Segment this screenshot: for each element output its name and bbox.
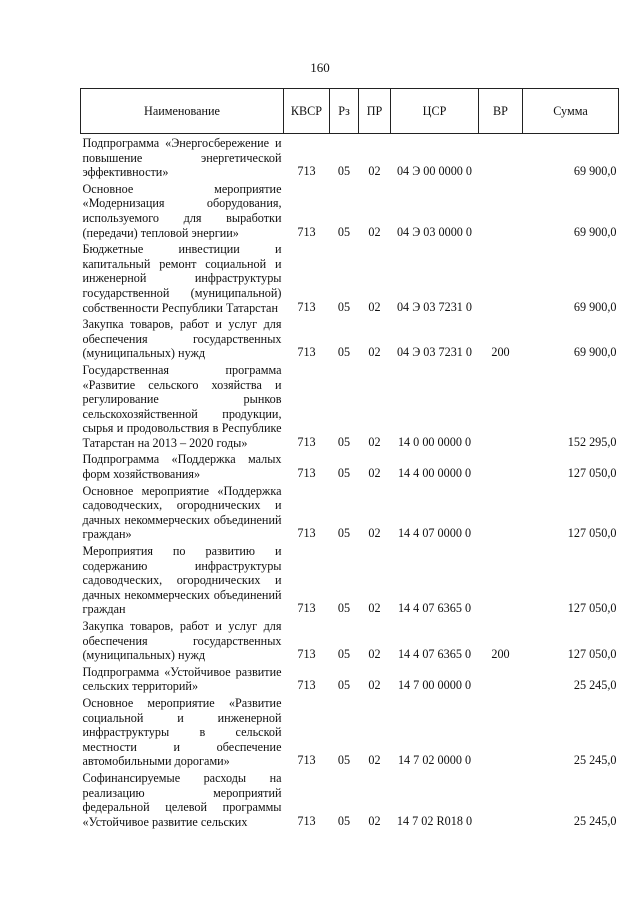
row-csr: 14 7 02 R018 0 bbox=[396, 813, 473, 828]
row-kvsr: 713 bbox=[297, 601, 316, 616]
row-vr bbox=[479, 769, 523, 829]
row-rz: 05 bbox=[337, 224, 351, 239]
header-rz: Рз bbox=[330, 89, 359, 134]
row-sum: 127 050,0 bbox=[567, 647, 617, 662]
row-sum: 25 245,0 bbox=[573, 813, 617, 828]
table-row bbox=[81, 361, 619, 451]
row-sum: 69 900,0 bbox=[573, 164, 617, 179]
table-row bbox=[81, 663, 619, 694]
row-pr: 02 bbox=[368, 299, 381, 314]
table-row bbox=[81, 240, 619, 315]
row-vr bbox=[479, 663, 523, 694]
row-pr: 02 bbox=[368, 753, 381, 768]
row-rz: 05 bbox=[337, 678, 351, 693]
row-kvsr: 713 bbox=[297, 164, 316, 179]
row-rz: 05 bbox=[337, 647, 351, 662]
row-kvsr: 713 bbox=[297, 678, 316, 693]
row-kvsr: 713 bbox=[297, 466, 316, 481]
row-vr bbox=[479, 482, 523, 542]
row-name: Софинансируемые расходы на реализацию мероприятий федеральной целевой программы «Устойчивое развитие сельских bbox=[82, 770, 282, 829]
row-kvsr: 713 bbox=[297, 753, 316, 768]
row-sum: 69 900,0 bbox=[573, 299, 617, 314]
row-name: Государственная программа «Развитие сельского хозяйства и регулирование рынков сельскохозяйственной продукции, сырья и продовольствия в Республике Татарстан на 2013 – 2020 годы» bbox=[82, 362, 282, 450]
table-row bbox=[81, 315, 619, 361]
row-csr: 14 4 07 6365 0 bbox=[397, 601, 472, 616]
row-pr: 02 bbox=[368, 224, 381, 239]
row-csr: 14 7 00 0000 0 bbox=[397, 678, 472, 693]
row-csr: 14 0 00 0000 0 bbox=[397, 434, 472, 449]
row-name: Подпрограмма «Энергосбережение и повышение энергетической эффективности» bbox=[82, 136, 282, 180]
row-rz: 05 bbox=[337, 434, 351, 449]
row-pr: 02 bbox=[368, 647, 381, 662]
row-kvsr: 713 bbox=[297, 345, 316, 360]
row-kvsr: 713 bbox=[297, 434, 316, 449]
header-sum: Сумма bbox=[523, 89, 619, 134]
row-name: Мероприятия по развитию и содержанию инфраструктуры садоводческих, огороднических и дачных некоммерческих объединений граждан bbox=[82, 544, 282, 617]
row-rz: 05 bbox=[337, 164, 351, 179]
header-pr: ПР bbox=[359, 89, 391, 134]
row-rz: 05 bbox=[337, 466, 351, 481]
row-sum: 127 050,0 bbox=[567, 466, 617, 481]
row-name: Основное мероприятие «Поддержка садоводческих, огороднических и дачных некоммерческих объединений граждан» bbox=[82, 483, 282, 542]
row-rz: 05 bbox=[337, 345, 351, 360]
row-pr: 02 bbox=[368, 434, 381, 449]
row-pr: 02 bbox=[368, 526, 381, 541]
row-sum: 152 295,0 bbox=[567, 434, 617, 449]
row-pr: 02 bbox=[368, 164, 381, 179]
table-row bbox=[81, 134, 619, 180]
row-csr: 14 4 07 6365 0 bbox=[397, 647, 472, 662]
row-csr: 14 7 02 0000 0 bbox=[397, 753, 472, 768]
row-sum: 127 050,0 bbox=[567, 526, 617, 541]
row-name: Закупка товаров, работ и услуг для обеспечения государственных (муниципальных) нужд bbox=[82, 317, 282, 361]
row-kvsr: 713 bbox=[297, 647, 316, 662]
row-name: Бюджетные инвестиции и капитальный ремонт социальной и инженерной инфраструктуры государственной (муниципальной) собственности Республики Татарстан bbox=[82, 242, 282, 315]
row-rz: 05 bbox=[337, 299, 351, 314]
row-name: Подпрограмма «Поддержка малых форм хозяйствования» bbox=[82, 452, 282, 482]
table-row bbox=[81, 542, 619, 617]
row-rz: 05 bbox=[337, 753, 351, 768]
row-csr: 04 Э 03 7231 0 bbox=[396, 299, 473, 314]
row-vr bbox=[479, 450, 523, 481]
header-kvsr: КВСР bbox=[284, 89, 330, 134]
row-pr: 02 bbox=[368, 345, 381, 360]
row-sum: 127 050,0 bbox=[567, 601, 617, 616]
row-vr bbox=[479, 694, 523, 769]
table-row bbox=[81, 482, 619, 542]
table-row bbox=[81, 450, 619, 481]
row-kvsr: 713 bbox=[297, 299, 316, 314]
header-name: Наименование bbox=[81, 89, 284, 134]
table-row bbox=[81, 617, 619, 663]
row-csr: 14 4 00 0000 0 bbox=[397, 466, 472, 481]
row-name: Подпрограмма «Устойчивое развитие сельских территорий» bbox=[82, 664, 282, 694]
row-pr: 02 bbox=[368, 678, 381, 693]
row-vr bbox=[479, 180, 523, 240]
budget-table bbox=[80, 88, 619, 829]
table-row bbox=[81, 694, 619, 769]
row-rz: 05 bbox=[337, 526, 351, 541]
row-csr: 04 Э 03 7231 0 bbox=[396, 345, 473, 360]
table-row bbox=[81, 769, 619, 829]
row-vr bbox=[479, 542, 523, 617]
row-rz: 05 bbox=[337, 601, 351, 616]
row-pr: 02 bbox=[368, 466, 381, 481]
row-kvsr: 713 bbox=[297, 224, 316, 239]
row-vr bbox=[479, 240, 523, 315]
row-csr: 04 Э 00 0000 0 bbox=[396, 164, 473, 179]
row-kvsr: 713 bbox=[297, 526, 316, 541]
row-name: Закупка товаров, работ и услуг для обеспечения государственных (муниципальных) нужд bbox=[82, 619, 282, 663]
row-csr: 04 Э 03 0000 0 bbox=[396, 224, 473, 239]
row-rz: 05 bbox=[337, 813, 351, 828]
header-vr: ВР bbox=[479, 89, 523, 134]
row-pr: 02 bbox=[368, 813, 381, 828]
header-csr: ЦСР bbox=[391, 89, 479, 134]
row-vr bbox=[479, 361, 523, 451]
row-name: Основное мероприятие «Развитие социальной и инженерной инфраструктуры в сельской местности и обеспечение автомобильными дорогами» bbox=[82, 695, 282, 769]
row-sum: 25 245,0 bbox=[573, 678, 617, 693]
row-csr: 14 4 07 0000 0 bbox=[397, 526, 472, 541]
table-header-row bbox=[81, 89, 619, 134]
row-sum: 25 245,0 bbox=[573, 753, 617, 768]
row-vr: 200 bbox=[491, 647, 510, 662]
row-sum: 69 900,0 bbox=[573, 224, 617, 239]
row-name: Основное мероприятие «Модернизация оборудования, используемого для выработки (передачи) тепловой энергии» bbox=[82, 181, 282, 240]
page-number: 160 bbox=[310, 60, 330, 75]
row-pr: 02 bbox=[368, 601, 381, 616]
table-row bbox=[81, 180, 619, 240]
row-vr bbox=[479, 134, 523, 180]
row-sum: 69 900,0 bbox=[573, 345, 617, 360]
row-kvsr: 713 bbox=[297, 813, 316, 828]
row-vr: 200 bbox=[491, 345, 510, 360]
